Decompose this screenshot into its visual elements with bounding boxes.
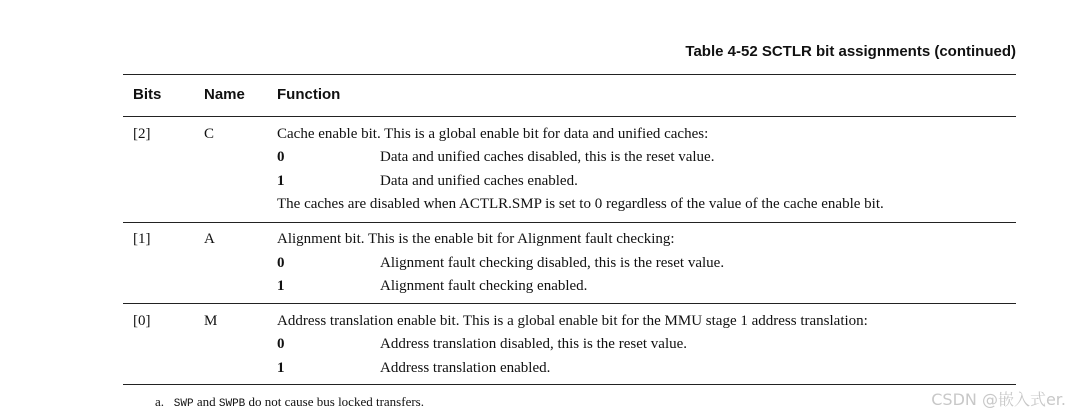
- row-c-note: The caches are disabled when ACTLR.SMP is set to 0 regardless of the value of the cache enable bit.: [277, 196, 884, 212]
- footnote-marker: a.: [155, 394, 165, 409]
- row-a-value-1: 1: [277, 278, 285, 294]
- row-m-value-1: 1: [277, 360, 285, 376]
- row-c-meaning-1: Data and unified caches enabled.: [380, 173, 578, 189]
- footnote-text: do not cause bus locked transfers.: [248, 394, 424, 409]
- table-caption: Table 4-52 SCTLR bit assignments (continued): [685, 43, 1016, 60]
- row-c-description: Cache enable bit. This is a global enable bit for data and unified caches:: [277, 126, 709, 142]
- row-c-meaning-0: Data and unified caches disabled, this is the reset value.: [380, 149, 715, 165]
- row-a-value-0: 0: [277, 255, 285, 271]
- row-a-meaning-1: Alignment fault checking enabled.: [380, 278, 588, 294]
- row-m-meaning-1: Address translation enabled.: [380, 360, 551, 376]
- row-m-value-0: 0: [277, 336, 285, 352]
- row-a-description: Alignment bit. This is the enable bit for Alignment fault checking:: [277, 231, 675, 247]
- row-c-bits: [2]: [133, 126, 151, 142]
- header-name: Name: [204, 86, 245, 103]
- row-c-value-0: 0: [277, 149, 285, 165]
- row-m-name: M: [204, 313, 218, 329]
- row-c-value-1: 1: [277, 173, 285, 189]
- footnote-and: and: [196, 394, 216, 409]
- row-divider: [123, 222, 1016, 223]
- header-function: Function: [277, 86, 341, 103]
- csdn-watermark: CSDN @嵌入式er.: [931, 390, 1066, 409]
- header-rule: [123, 116, 1016, 117]
- footnote-code-swpb: SWPB: [218, 398, 246, 410]
- table-top-rule: [123, 74, 1016, 75]
- row-a-meaning-0: Alignment fault checking disabled, this is the reset value.: [380, 255, 725, 271]
- row-c-name: C: [204, 126, 215, 142]
- row-m-description: Address translation enable bit. This is a global enable bit for the MMU stage 1 address translation:: [277, 313, 868, 329]
- row-a-bits: [1]: [133, 231, 151, 247]
- header-bits: Bits: [133, 86, 162, 103]
- footnote-code-swp: SWP: [173, 398, 194, 410]
- row-m-bits: [0]: [133, 313, 151, 329]
- row-m-meaning-0: Address translation disabled, this is the reset value.: [380, 336, 688, 352]
- table-footnote: [155, 394, 424, 410]
- row-divider: [123, 303, 1016, 304]
- table-bottom-rule: [123, 384, 1016, 385]
- row-a-name: A: [204, 231, 215, 247]
